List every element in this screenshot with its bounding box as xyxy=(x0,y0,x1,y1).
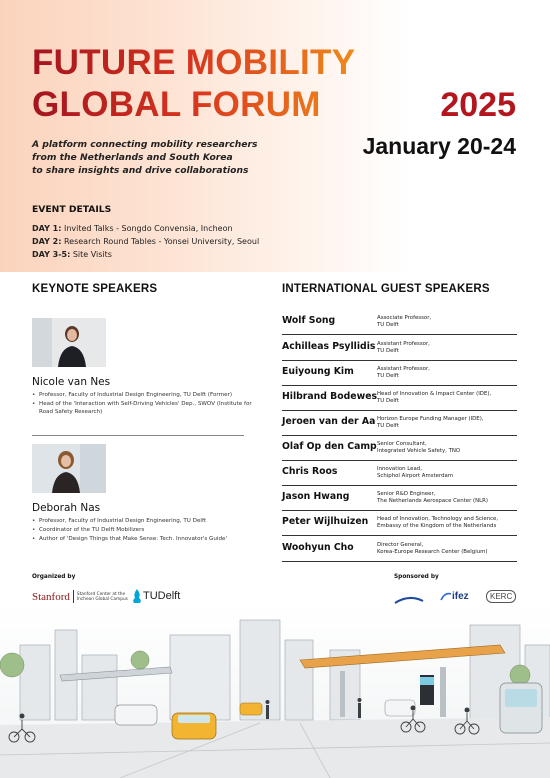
title-line-2: GLOBAL FORUM xyxy=(32,85,321,124)
stanford-wordmark: Stanford xyxy=(32,590,70,603)
event-details-list xyxy=(32,222,259,261)
event-details-heading: EVENT DETAILS xyxy=(32,204,112,215)
guest-role-line: Korea-Europe Research Center (Belgium) xyxy=(377,548,488,555)
guest-name: Woohyun Cho xyxy=(282,542,354,553)
guest-role xyxy=(377,416,517,430)
guest-speaker-row xyxy=(282,335,517,361)
guest-role-line: TU Delft xyxy=(377,321,399,328)
speaker-name: Nicole van Nes xyxy=(32,376,111,388)
guest-role xyxy=(377,441,517,455)
event-title xyxy=(32,42,355,126)
guest-name: Euiyoung Kim xyxy=(282,366,354,377)
ifez-mark-icon xyxy=(440,592,452,601)
guest-role-line: Assistant Professor, xyxy=(377,365,430,372)
stanford-subtitle-line: Incheon Global Campus xyxy=(76,596,128,602)
tagline-line: from the Netherlands and South Korea xyxy=(32,152,233,163)
guest-role-line: TU Delft xyxy=(377,372,399,379)
event-day-text: Site Visits xyxy=(70,250,112,259)
tagline xyxy=(32,138,292,177)
tudelft-wordmark: TUDelft xyxy=(143,590,181,602)
guest-role-line: Schiphol Airport Amsterdam xyxy=(377,472,454,479)
event-day-item xyxy=(32,248,259,261)
tagline-line: A platform connecting mobility researchers xyxy=(32,139,258,150)
guest-role xyxy=(377,366,517,380)
ifez-wordmark: ifez xyxy=(452,591,469,602)
event-day-label: DAY 3-5: xyxy=(32,250,71,259)
title-line-1: FUTURE MOBILITY xyxy=(32,43,356,82)
speaker-bio xyxy=(32,391,257,417)
guest-role xyxy=(377,341,517,355)
guest-speaker-row xyxy=(282,309,517,335)
keynote-heading: KEYNOTE SPEAKERS xyxy=(32,283,158,295)
guest-role-line: Assistant Professor, xyxy=(377,340,430,347)
speaker-photo-deborah xyxy=(32,444,106,493)
tudelft-logo xyxy=(132,589,180,603)
guest-role-line: Senior Consultant, xyxy=(377,440,427,447)
guest-role-line: Innovation Lead, xyxy=(377,465,422,472)
speaker-bio xyxy=(32,517,257,544)
bio-item: • Professor, Faculty of Industrial Design Engineering, TU Delft xyxy=(32,517,257,525)
bio-item: • Head of the 'Interaction with Self-Driving Vehicles' Dep., SWOV (Institute for Road Safety Research) xyxy=(32,400,257,416)
guest-role-line: Integrated Vehicle Safety, TNO xyxy=(377,447,461,454)
guest-role-line: TU Delft xyxy=(377,422,399,429)
guest-role-line: Senior R&D Engineer, xyxy=(377,490,436,497)
stanford-divider xyxy=(73,590,74,603)
guest-role xyxy=(377,516,517,530)
stanford-subtitle xyxy=(77,592,128,602)
guest-speaker-row xyxy=(282,385,517,411)
guest-name: Olaf Op den Camp xyxy=(282,441,377,452)
guest-name: Wolf Song xyxy=(282,315,336,326)
guest-name: Chris Roos xyxy=(282,466,338,477)
guest-speaker-row xyxy=(282,410,517,436)
guest-name: Jason Hwang xyxy=(282,491,350,502)
sponsored-by-label: Sponsored by xyxy=(394,574,439,580)
stanford-logo xyxy=(32,590,128,603)
guest-name: Peter Wijlhuizen xyxy=(282,516,369,527)
divider xyxy=(32,435,244,436)
guest-role-line: Associate Professor, xyxy=(377,314,432,321)
bio-item: • Coordinator of the TU Delft Mobilizers xyxy=(32,526,257,534)
event-day-text: Research Round Tables - Yonsei University, Seoul xyxy=(61,237,260,246)
guest-speakers-heading: INTERNATIONAL GUEST SPEAKERS xyxy=(282,283,490,295)
katech-swoosh-icon xyxy=(393,596,425,604)
guest-speaker-row xyxy=(282,510,517,536)
guest-role-line: Embassy of the Kingdom of the Netherlands xyxy=(377,522,497,529)
guest-role xyxy=(377,542,517,556)
speaker-photo-nicole xyxy=(32,318,106,367)
guest-speaker-row xyxy=(282,360,517,386)
guest-role-line: Director General, xyxy=(377,541,424,548)
organized-by-label: Organized by xyxy=(32,574,76,580)
tagline-line: to share insights and drive collaborations xyxy=(32,165,249,176)
guest-speaker-row xyxy=(282,485,517,511)
flame-icon xyxy=(132,589,142,603)
guest-name: Jeroen van der Aa xyxy=(282,416,376,427)
event-day-label: DAY 1: xyxy=(32,224,62,233)
event-day-item xyxy=(32,222,259,235)
kerc-logo xyxy=(486,590,516,603)
kerc-wordmark: KERC xyxy=(486,590,516,603)
guest-name: Hilbrand Bodewes xyxy=(282,391,378,402)
guest-role xyxy=(377,391,517,405)
guest-speaker-row xyxy=(282,536,517,562)
ifez-logo xyxy=(440,591,469,602)
guest-role xyxy=(377,466,517,480)
guest-role-line: Head of Innovation & Impact Center (IDE), xyxy=(377,390,492,397)
stanford-subtitle-line: Stanford Center at the xyxy=(76,591,126,597)
guest-role-line: Horizon Europe Funding Manager (IDE), xyxy=(377,415,484,422)
guest-name: Achilleas Psyllidis xyxy=(282,341,376,352)
guest-speaker-row xyxy=(282,435,517,461)
event-day-text: Invited Talks - Songdo Convensia, Incheon xyxy=(61,224,233,233)
guest-role xyxy=(377,315,517,329)
guest-speaker-row xyxy=(282,460,517,486)
guest-role xyxy=(377,491,517,505)
speaker-name: Deborah Nas xyxy=(32,502,101,514)
event-year: 2025 xyxy=(440,86,516,124)
event-dates: January 20-24 xyxy=(362,133,516,159)
guest-role-line: TU Delft xyxy=(377,397,399,404)
event-day-item xyxy=(32,235,259,248)
city-mobility-illustration xyxy=(0,605,550,778)
bio-item: • Professor, Faculty of Industrial Design Engineering, TU Delft (Former) xyxy=(32,391,257,399)
bio-item: • Author of 'Design Things that Make Sense: Tech. Innovator's Guide' xyxy=(32,535,257,543)
guest-role-line: TU Delft xyxy=(377,347,399,354)
guest-role-line: Head of Innovation, Technology and Science, xyxy=(377,515,499,522)
event-day-label: DAY 2: xyxy=(32,237,62,246)
guest-role-line: The Netherlands Aerospace Center (NLR) xyxy=(377,497,488,504)
